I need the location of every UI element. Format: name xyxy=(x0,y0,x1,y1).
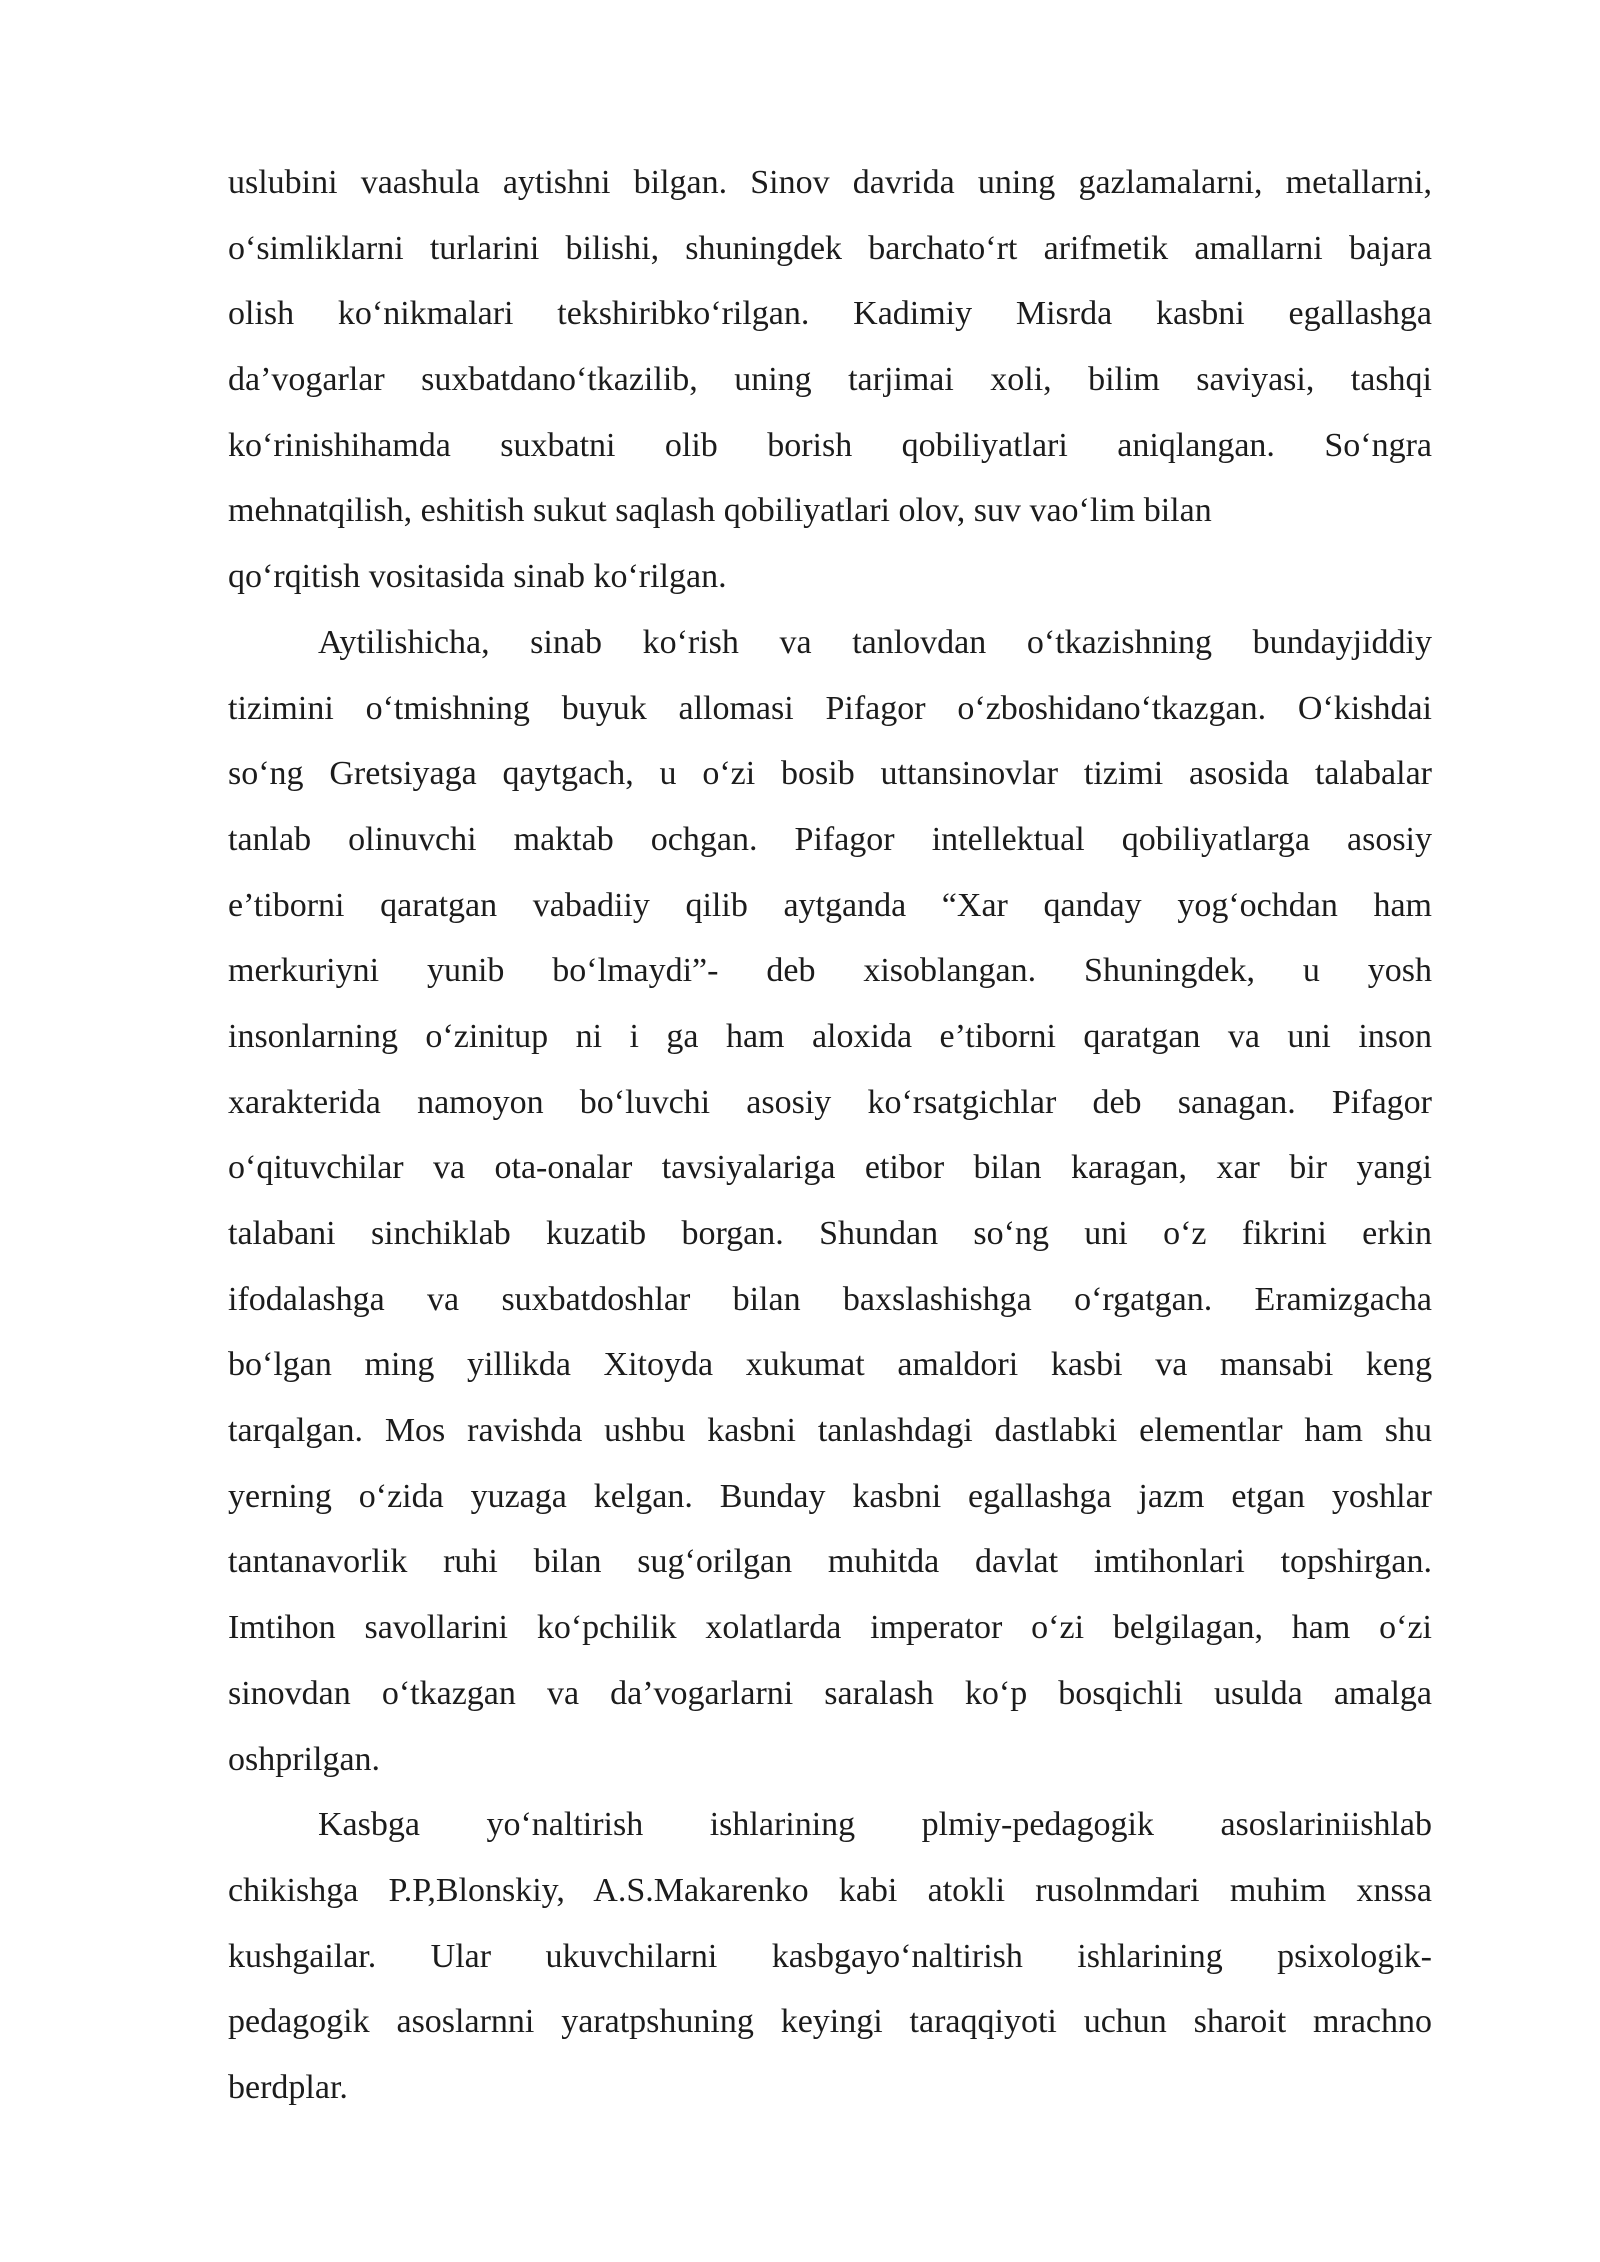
text-line: sinovdan o‘tkazgan va da’vogarlarni saralash ko‘p bosqichli usulda amalga xyxy=(228,1674,1432,1712)
paragraph xyxy=(228,610,1432,1792)
text-line: kushgailar. Ular ukuvchilarni kasbgayo‘naltirish ishlarining psixologik- xyxy=(228,1937,1432,1975)
text-line: yerning o‘zida yuzaga kelgan. Bunday kasbni egallashga jazm etgan yoshlar xyxy=(228,1477,1432,1515)
text-line: Imtihon savollarini ko‘pchilik xolatlarda imperator o‘zi belgilagan, ham o‘zi xyxy=(228,1609,1432,1647)
paragraph xyxy=(228,150,1432,610)
text-line: ko‘rinishihamda suxbatni olib borish qobiliyatlari aniqlangan. So‘ngra xyxy=(228,426,1432,464)
text-line: tantanavorlik ruhi bilan sug‘orilgan muhitda davlat imtihonlari topshirgan. xyxy=(228,1543,1432,1581)
text-line: talabani sinchiklab kuzatib borgan. Shundan so‘ng uni o‘z fikrini erkin xyxy=(228,1215,1432,1252)
paragraph xyxy=(228,1792,1432,2120)
body-text xyxy=(228,150,1432,2121)
text-line: bo‘lgan ming yillikda Xitoyda xukumat amaldori kasbi va mansabi keng xyxy=(228,1346,1432,1384)
text-line: oshprilgan. xyxy=(228,1740,381,1778)
text-line: o‘simliklarni turlarini bilishi, shuningdek barchato‘rt arifmetik amallarni bajara xyxy=(228,229,1432,267)
text-line: Kasbga yo‘naltirish ishlarining plmiy-pedagogik asoslariniishlab xyxy=(318,1806,1432,1844)
text-line: ifodalashga va suxbatdoshlar bilan baxslashishga o‘rgatgan. Eramizgacha xyxy=(228,1280,1432,1318)
text-line: insonlarning o‘zinitup ni i ga ham aloxida e’tiborni qaratgan va uni inson xyxy=(228,1017,1432,1055)
text-line: xarakterida namoyon bo‘luvchi asosiy ko‘rsatgichlar deb sanagan. Pifagor xyxy=(228,1083,1432,1121)
text-line: merkuriyni yunib bo‘lmaydi”- deb xisoblangan. Shuningdek, u yosh xyxy=(228,952,1432,990)
text-line: tarqalgan. Mos ravishda ushbu kasbni tanlashdagi dastlabki elementlar ham shu xyxy=(228,1412,1432,1450)
text-line: tizimini o‘tmishning buyuk allomasi Pifagor o‘zboshidano‘tkazgan. O‘kishdai xyxy=(228,689,1432,727)
text-line: Aytilishicha, sinab ko‘rish va tanlovdan o‘tkazishning bundayjiddiy xyxy=(318,623,1432,661)
text-line: e’tiborni qaratgan vabadiiy qilib aytganda “Xar qanday yog‘ochdan ham xyxy=(228,886,1432,924)
text-line: da’vogarlar suxbatdano‘tkazilib, uning tarjimai xoli, bilim saviyasi, tashqi xyxy=(228,361,1432,399)
text-line: olish ko‘nikmalari tekshiribko‘rilgan. Kadimiy Misrda kasbni egallashga xyxy=(228,295,1432,333)
text-line: so‘ng Gretsiyaga qaytgach, u o‘zi bosib uttansinovlar tizimi asosida talabalar xyxy=(228,755,1432,793)
text-line: o‘qituvchilar va ota-onalar tavsiyalariga etibor bilan karagan, xar bir yangi xyxy=(228,1149,1432,1187)
text-line: qo‘rqitish vositasida sinab ko‘rilgan. xyxy=(228,558,727,596)
text-line: pedagogik asoslarnni yaratpshuning keyingi taraqqiyoti uchun sharoit mrachno xyxy=(228,2003,1432,2041)
text-line: berdplar. xyxy=(228,2068,348,2106)
text-line: tanlab olinuvchi maktab ochgan. Pifagor intellektual qobiliyatlarga asosiy xyxy=(228,820,1432,858)
text-line: uslubini vaashula aytishni bilgan. Sinov davrida uning gazlamalarni, metallarni, xyxy=(228,164,1432,201)
text-line: chikishga P.P,Blonskiy, A.S.Makarenko kabi atokli rusolnmdari muhim xnssa xyxy=(228,1871,1432,1909)
text-line: mehnatqilish, eshitish sukut saqlash qobiliyatlari olov, suv vao‘lim bilan xyxy=(228,492,1212,530)
